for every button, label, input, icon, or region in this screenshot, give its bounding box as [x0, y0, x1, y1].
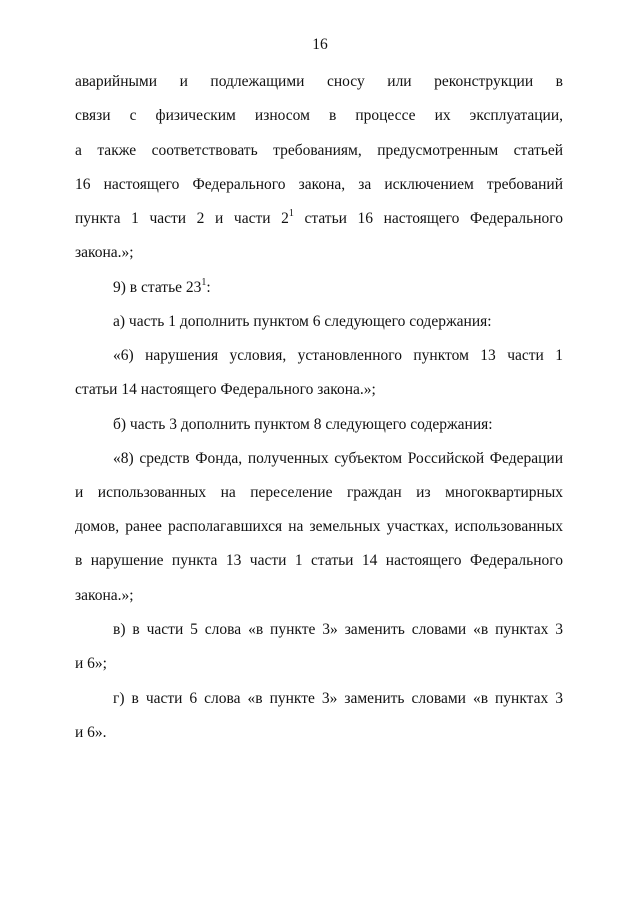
- text-line: и 6»;: [75, 655, 107, 672]
- text-line: 16 настоящего Федерального закона, за исключением требований: [75, 176, 563, 193]
- text-line: закона.»;: [75, 587, 134, 604]
- text-line: а) часть 1 дополнить пунктом 6 следующего содержания:: [113, 313, 492, 330]
- text-line: «6) нарушения условия, установленного пунктом 13 части 1: [113, 347, 563, 364]
- text-fragment: 9) в статье 23: [113, 279, 202, 296]
- text-fragment: :: [206, 279, 211, 296]
- superscript: 1: [288, 207, 294, 219]
- text-fragment: статьи 16 настоящего Федерального: [293, 210, 563, 227]
- text-line: аварийными и подлежащими сносу или реконструкции в: [75, 73, 563, 90]
- text-line: и использованных на переселение граждан из многоквартирных: [75, 484, 563, 501]
- text-line: г) в части 6 слова «в пункте 3» заменить словами «в пунктах 3: [113, 690, 563, 707]
- page-number: 16: [312, 36, 328, 53]
- text-fragment: пункта 1 части 2 и части 2: [75, 210, 289, 227]
- text-line: [113, 278, 563, 298]
- text-line: закона.»;: [75, 244, 134, 261]
- text-line: а также соответствовать требованиям, предусмотренным статьей: [75, 142, 563, 159]
- text-line: [75, 209, 563, 229]
- text-line: и 6».: [75, 724, 107, 741]
- text-line: в нарушение пункта 13 части 1 статьи 14 настоящего Федерального: [75, 552, 563, 569]
- text-line: «8) средств Фонда, полученных субъектом Российской Федерации: [113, 450, 563, 467]
- text-line: б) часть 3 дополнить пунктом 8 следующего содержания:: [113, 416, 493, 433]
- text-line: статьи 14 настоящего Федерального закона.»;: [75, 381, 376, 398]
- text-line: связи с физическим износом в процессе их эксплуатации,: [75, 107, 563, 124]
- superscript: 1: [201, 276, 207, 288]
- text-line: в) в части 5 слова «в пункте 3» заменить словами «в пунктах 3: [113, 621, 563, 638]
- text-line: домов, ранее располагавшихся на земельных участках, использованных: [75, 518, 563, 535]
